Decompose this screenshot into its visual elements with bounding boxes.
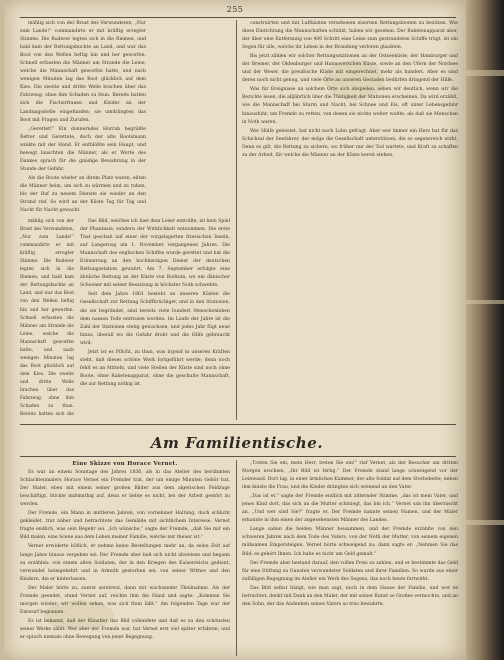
paragraph: Lange saßen die beiden Männer beisammen, und der Fremde erzählte von den schweren Jahren nach dem Tode des Vaters, von der Noth der Mutter, von seinem eigenen mühsamen Emporsteigen. Vernet hörte schweigend zu; dann sagte er: „Nehmen Sie das Bild; es gehört Ihnen. Ich habe es nicht um Geld gemalt.“	[242, 527, 458, 557]
paragraph: Wer Hülfe geleistet, hat nicht nach Lohn gefragt. Aber wer immer ein Herz hat für das Schicksal der Seefahrer, der möge die Gesellschaft unterstützen, die so segensreich wirkt. Denn es gilt, die Rettung zu sichern, wo früher nur der Tod wartete, und Kraft zu schaffen zu der Arbeit, für welche die Männer an der Küste bereit stehen.	[242, 128, 458, 158]
paragraph: „Treten Sie ein, mein Herr, treten Sie ein!“ rief Vernet, als der Besucher am dritten Morgen erschien, „Ihr Bild ist fertig.“ Der Fremde stand lange schweigend vor der Leinwand. Dort lag, in einer ärmlichen Kammer, der alte Soldat auf dem Sterbebette; neben ihm kniete die Frau, und die Kinder drängten sich weinend an den Vater.	[242, 461, 458, 491]
header-rule	[20, 17, 456, 18]
paragraph: Es war an einem Sonntage des Jahres 1836, als in das Atelier des berühmten Schlachtenmalers Horace Vernet ein Fremder trat, der um einige Minuten Gehör bat. Der Maler, eben mit einem seiner großen Bilder aus dem algerischen Feldzuge beschäftigt, blickte mißmuthig auf, denn er liebte es nicht, bei der Arbeit gestört zu werden.	[20, 470, 230, 508]
paragraph: Seit dem Jahre 1861 besteht an unseren Küsten die Gesellschaft zur Rettung Schiffbrüchiger, und in den Stationen, die sie begründet, sind bereits viele hundert Menschenleben dem nassen Tode entrissen worden. Im Laufe der Jahre ist die Zahl der Stationen stetig gewachsen, und jedes Jahr fügt neue hinzu, überall wo die Gefahr droht und die Hilfe gebraucht wird.	[80, 292, 230, 346]
paragraph: Das Bild, welches ich hier dem Leser entrollte, ist kein Spiel der Phantasie, sondern der Wirklichkeit entnommen. Die erste That geschah auf einer der vorgelagerten friesischen Inseln, auf Langeroog am 1. November vergangenen Jahres. Die Mannschaft des englischen Schiffes wurde gerettet und hat die Erinnerung an den hochherzigen Dienst der deutschen Rettungsstation gewahrt. Am 7. September erfolgte eine ähnliche Rettung an der Küste von Borkum, wo ein dänischer Schooner mit seiner Besatzung in höchster Noth schwebte.	[80, 219, 230, 289]
bottom-left-column	[20, 460, 230, 656]
bottom-right-column	[242, 460, 458, 656]
left-continuation-column	[20, 218, 74, 416]
top-left-column	[20, 20, 146, 218]
paragraph: Der Fremde, ein Mann in mittleren Jahren, von vornehmer Haltung, doch schlicht gekleidet, trat näher und betrachtete das Gemälde mit sichtlichem Interesse. Vernet fragte endlich, was sein Begehr sei. „Ich wünsche,“ sagte der Fremde, „daß Sie mir ein Bild malen, eine Scene aus dem Leben meiner Familie, welche mir theuer ist.“	[20, 511, 230, 541]
book-spine-edge	[466, 0, 504, 660]
paragraph: Es ist bekannt, daß der Künstler das Bild vollendete und daß es zu den schönsten seiner Werke zählt. Wer aber der Fremde war, hat Vernet erst viel später erfahren, und er sprach niemals ohne Bewegung von jener Begegnung.	[20, 618, 230, 640]
paragraph: Jetzt ist es Pflicht, zu thun, was irgend in unseren Kräften steht, daß dieses schöne Werk fortgeführt werde; denn noch fehlt es an Mitteln, und viele Stellen der Küste sind noch ohne Boote, ohne Raketenapparat, ohne die geschulte Mannschaft, die zur Rettung nöthig ist.	[80, 349, 230, 387]
paragraph: Bis jetzt zählen wir solcher Rettungsstationen an der Ostseeküste, der Hamburger und der Bremer, der Oldenburger und Hannoverschen Küste, sowie an den Ufern der Nordsee und der Weser, die preußische Küste mit eingerechnet, mehr als hundert. Aber es sind deren noch nicht genug, und viele Orte an unseren Gestaden bedürfen dringend der Hilfe.	[242, 54, 458, 84]
section-rule-top	[20, 424, 456, 425]
paragraph: Was für Ereignisse an solchem Orte sich abspielen, sehen wir deutlich, wenn wir die Berichte lesen, die alljährlich über die Thätigkeit der Stationen erscheinen. Da wird erzählt, wie die Mannschaft bei Sturm und Nacht, bei Schnee und Eis, oft unter Lebensgefahr hinausfuhr, um Fremde zu retten, von denen sie nichts weiter wußte, als daß sie Menschen in Noth waren.	[242, 87, 458, 125]
paragraph: Der Fremde aber bestand darauf, den vollen Preis zu zahlen, und er bestimmte das Geld für eine Stiftung zu Gunsten verwundeter Soldaten und ihrer Familien. So wurde aus einer zufälligen Begegnung im Atelier ein Werk des Segens, das noch heute fortwirkt.	[242, 560, 458, 582]
paragraph: „Das ist er,“ sagte der Fremde endlich mit zitternder Stimme, „das ist mein Vater, und jenes Kind dort, das sich an die Mutter schmiegt, das bin ich.“ Vernet sah ihn überrascht an. „Und wer sind Sie?“ fragte er. Der Fremde nannte seinen Namen, und der Maler erkannte in ihm einen der angesehensten Männer des Landes.	[242, 494, 458, 524]
column-divider	[236, 460, 237, 656]
article-title: Eine Skizze von Horace Vernet.	[72, 461, 178, 467]
section-rule-bottom	[20, 456, 456, 457]
column-divider	[236, 20, 237, 420]
paragraph: „Gerettet!“ Ein donnerndes Hurrah begrüßte Retter und Gerettete, doch der alte Bootsmann winkte mit der Hand. Er entblößte sein Haupt, und bewegt lauschten die Männer, als er Worte des Dankes sprach für die gnädige Bewahrung in der Stunde der Gefahr.	[20, 126, 146, 172]
paragraph: mählig sich von der Brust des Verwundeten, „Nur zum Lande!“ commandirte er mit kräftig erregter Stimme. Die Ruderer legten sich in die Riemen, und bald kam der Rettungsbuchte an Land, und war das Boot von den Wellen heftig hin und her geworfen. Schnell erfassten die Männer am Strande die Leine, welche die Mannschaft geworfen hatte, und nach wenigen Minuten lag das Boot glücklich auf dem Kies. Die zweite und dritte Welle brachen über das Fahrzeug, ohne ihm Schaden zu thun. Bereits hatten sich die	[20, 219, 74, 416]
paragraph: Als die Boote wieder an ihrem Platz waren, eilten die Männer heim, um sich zu wärmen und zu ruhen, bis der Ruf zu neuem Dienste sie wieder an den Strand rief. So wird an der Küste Tag für Tag und Nacht für Nacht gewacht.	[20, 175, 146, 214]
magazine-page	[4, 0, 466, 660]
page-number: 255	[226, 5, 244, 14]
paragraph: Vernet erwiderte höflich, er nehme keine Bestellungen mehr an, da seine Zeit auf lange Jahre hinaus vergeben sei. Der Fremde aber ließ sich nicht abweisen und begann zu erzählen: von einem alten Soldaten, der in den Kriegen des Kaiserreichs gedient, verwundet heimgekehrt und in Armuth gestorben sei; von seiner Wittwe und den Kindern, die er hinterlassen.	[20, 544, 230, 582]
top-middle-column	[80, 218, 230, 416]
paragraph: Der Maler hörte zu, zuerst zerstreut, dann mit wachsender Theilnahme. Als der Fremde geendet, stand Vernet auf, reichte ihm die Hand und sagte: „Kommen Sie morgen wieder; wir wollen sehen, was sich thun läßt.“ Am folgenden Tage war der Entwurf begonnen.	[20, 585, 230, 615]
paragraph: construirten und mit Luftkästen versehenen eisernen Rettungsbooten zu besitzen. Wie diese Einrichtung die Mannschaften schützt, haben wir gesehen. Der Raketenapparat aber, der über eine Entfernung von 400 Schritt eine Leine zum gestrandeten Schiffe trägt, ist ein Segen für alle, welche ihr Leben in der Brandung verloren glaubten.	[242, 21, 458, 51]
top-right-column	[242, 20, 458, 418]
paragraph: mählig sich von der Brust des Verwundeten, „Nur zum Lande!“ commandirte er mit kräftig erregter Stimme. Die Ruderer legten sich in die Riemen, und bald kam der Rettungsbuchte an Land, und war das Boot von den Wellen heftig hin und her geworfen. Schnell erfassten die Männer am Strande die Leine, welche die Mannschaft geworfen hatte, und nach wenigen Minuten lag das Boot glücklich auf dem Kies. Die zweite und dritte Welle brachen über das Fahrzeug, ohne ihm Schaden zu thun. Bereits hatten sich die Fischerfrauen und Kinder an der Landungsstelle eingefunden; sie umdrängten das Boot mit Fragen und Zurufen.	[20, 21, 146, 123]
paragraph: Das Bild selbst hängt, wie man sagt, noch in dem Hause der Familie, und wer es betrachtet, denkt mit Dank an den Maler, der mit seiner Kunst so Großes vermochte, und an den Sohn, der das Andenken seines Vaters so treu bewahrte.	[242, 585, 458, 607]
section-title: Am Familientische.	[150, 434, 324, 452]
